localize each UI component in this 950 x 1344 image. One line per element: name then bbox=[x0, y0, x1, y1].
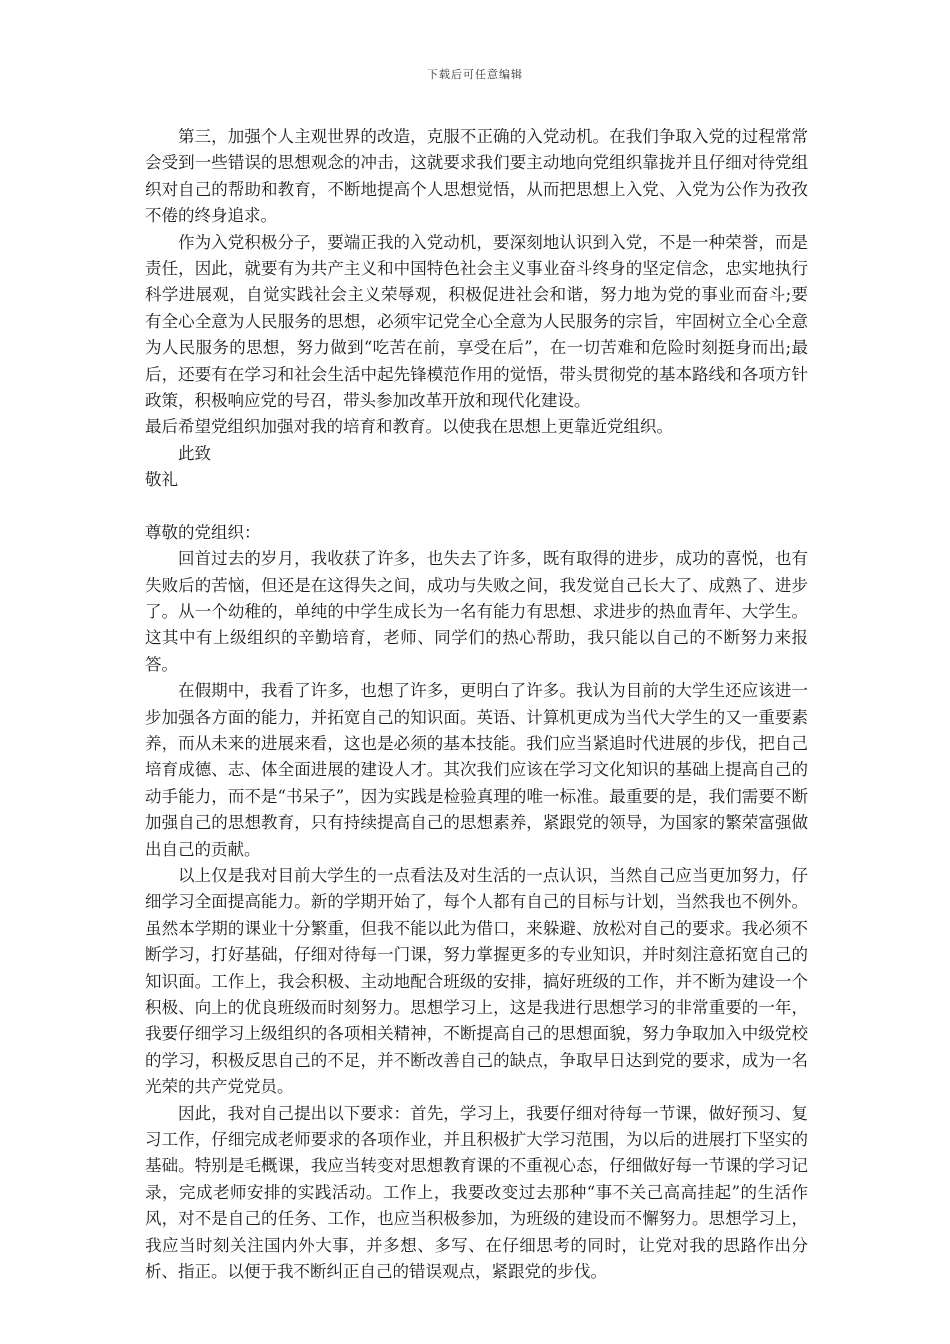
letter2-paragraph-4: 因此，我对自己提出以下要求：首先，学习上，我要仔细对待每一节课，做好预习、复习工作，仔细完成老师要求的各项作业，并且积极扩大学习范围，为以后的进展打下坚实的基础。特别是毛概课，我应当转变对思想教育课的不重视心态，仔细做好每一节课的学习记录，完成老师安排的实践活动。工作上，我要改变过去那种“事不关己高高挂起”的生活作风，对不是自己的任务、工作，也应当积极参加，为班级的建设而不懈努力。思想学习上，我应当时刻关注国内外大事，并多想、多写、在仔细思考的同时，让党对我的思路作出分析、指正。以便于我不断纠正自己的错误观点，紧跟党的步伐。 bbox=[145, 1103, 808, 1282]
letter2-paragraph-3: 以上仅是我对目前大学生的一点看法及对生活的一点认识，当然自己应当更加努力，仔细学习全面提高能力。新的学期开始了，每个人都有自己的目标与计划，当然我也不例外。虽然本学期的课业十分繁重，但我不能以此为借口，来躲避、放松对自己的要求。我必须不断学习，打好基础，仔细对待每一门课，努力掌握更多的专业知识，并时刻注意拓宽自己的知识面。工作上，我会积极、主动地配合班级的安排，搞好班级的工作，并不断为建设一个积极、向上的优良班级而时刻努力。思想学习上，这是我进行思想学习的非常重要的一年，我要仔细学习上级组织的各项相关精神，不断提高自己的思想面貌，努力争取加入中级党校的学习，积极反思自己的不足，并不断改善自己的缺点，争取早日达到党的要求，成为一名光荣的共产党党员。 bbox=[145, 865, 808, 1097]
letter1-closing-line: 最后希望党组织加强对我的培育和教育。以使我在思想上更靠近党组织。 bbox=[145, 417, 673, 437]
letter1-regards: 敬礼 bbox=[145, 470, 178, 490]
letter1-paragraph-1: 第三，加强个人主观世界的改造，克服不正确的入党动机。在我们争取入党的过程常常会受到一些错误的思想观念的冲击，这就要求我们要主动地向党组织靠拢并且仔细对待党组织对自己的帮助和教育，不断地提高个人思想觉悟，从而把思想上入党、入党为公作为孜孜不倦的终身追求。 bbox=[145, 127, 808, 226]
section-spacer bbox=[145, 494, 808, 520]
document-body bbox=[145, 124, 808, 1285]
letter1-salutation: 此致 bbox=[178, 443, 211, 463]
letter2-greeting: 尊敬的党组织： bbox=[145, 522, 261, 542]
letter1-paragraph-2: 作为入党积极分子，要端正我的入党动机，要深刻地认识到入党，不是一种荣誉，而是责任，因此，就要有为共产主义和中国特色社会主义事业奋斗终身的坚定信念，忠实地执行科学进展观，自觉实践社会主义荣辱观，积极促进社会和谐，努力地为党的事业而奋斗;要有全心全意为人民服务的思想，必须牢记党全心全意为人民服务的宗旨，牢固树立全心全意为人民服务的思想，努力做到“吃苦在前，享受在后”，在一切苦难和危险时刻挺身而出;最后，还要有在学习和社会生活中起先锋模范作用的觉悟，带头贯彻党的基本路线和各项方针政策，积极响应党的号召，带头参加改革开放和现代化建设。 bbox=[145, 232, 808, 411]
page-header: 下载后可任意编辑 bbox=[427, 68, 523, 81]
letter2-paragraph-2: 在假期中，我看了许多，也想了许多，更明白了许多。我认为目前的大学生还应该进一步加强各方面的能力，并拓宽自己的知识面。英语、计算机更成为当代大学生的又一重要素养，而从未来的进展来看，这也是必须的基本技能。我们应当紧追时代进展的步伐，把自己培育成德、志、体全面进展的建设人才。其次我们应该在学习文化知识的基础上提高自己的动手能力，而不是“书呆子”，因为实践是检验真理的唯一标准。最重要的是，我们需要不断加强自己的思想教育，只有持续提高自己的思想素养，紧跟党的领导，为国家的繁荣富强做出自己的贡献。 bbox=[145, 681, 808, 859]
letter2-paragraph-1: 回首过去的岁月，我收获了许多，也失去了许多，既有取得的进步，成功的喜悦，也有失败后的苦恼，但还是在这得失之间，成功与失败之间，我发觉自己长大了、成熟了、进步了。从一个幼稚的，单纯的中学生成长为一名有能力有思想、求进步的热血青年、大学生。这其中有上级组织的辛勤培育，老师、同学们的热心帮助，我只能以自己的不断努力来报答。 bbox=[145, 549, 808, 674]
